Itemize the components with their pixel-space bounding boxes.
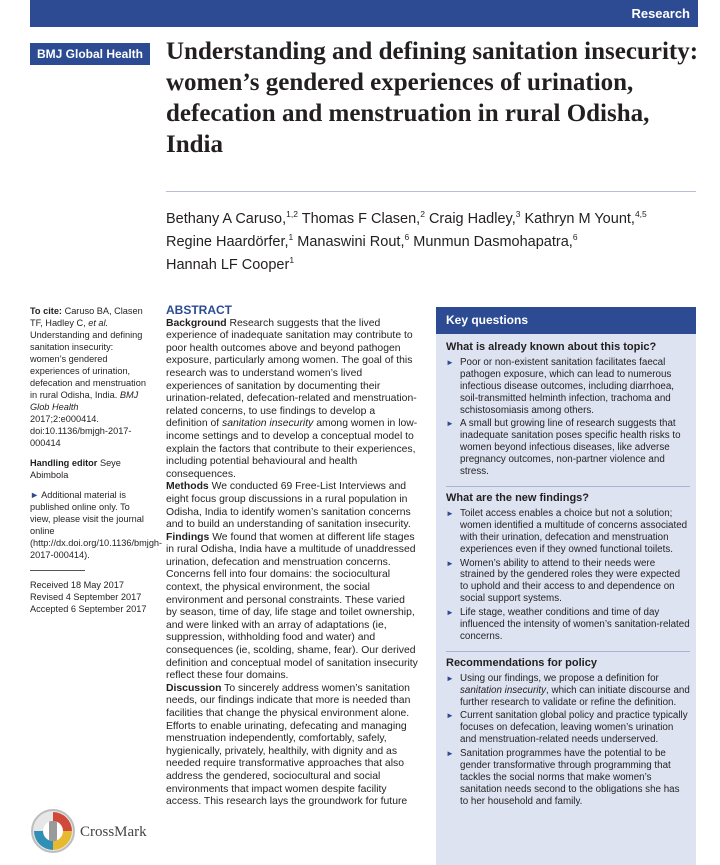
key-questions-panel [436, 307, 696, 865]
revised-date: Revised 4 September 2017 [30, 592, 142, 602]
bullet-triangle-icon: ► [446, 673, 454, 683]
bullet-triangle-icon: ► [446, 711, 454, 721]
received-date: Received 18 May 2017 [30, 580, 124, 590]
list-item-text: Life stage, weather conditions and time of day influenced the intensity of women’s sanitation-related concerns. [460, 607, 690, 642]
list-item-text: Poor or non-existent sanitation facilitates faecal pathogen exposure, which can lead to numerous infectious disease outcomes, including diarrhoea, soil-transmitted helminth infection, trachoma and schistosomiasis among others. [460, 356, 675, 416]
citation-journal: BMJ Glob Health [30, 390, 139, 412]
author-list [166, 205, 696, 273]
list-item [446, 710, 690, 746]
panel-divider [446, 486, 690, 487]
citation-doi[interactable]: 2017;2:e000414. doi:10.1136/bmjgh-2017-000414 [30, 414, 132, 448]
affiliation-marker: 3 [515, 209, 521, 219]
list-item [446, 673, 690, 709]
abstract-discussion [166, 683, 418, 809]
citation-label: To cite: [30, 306, 62, 316]
list-item-text: A small but growing line of research suggests that inadequate sanitation poses specific health risks to women beyond infectious diseases, like adverse pregnancy outcomes, non-partner violence and stress. [460, 418, 681, 478]
affiliation-marker: 1 [288, 231, 294, 242]
list-item-text: Using our findings, we propose a definition for [460, 672, 659, 684]
author[interactable]: Regine Haardörfer, [166, 233, 289, 250]
affiliation-marker: 6 [572, 231, 578, 242]
editor-name: Seye Abimbola [30, 458, 121, 480]
abstract [166, 304, 418, 809]
list-item-text: Current sanitation global policy and practice typically focuses on defecation, leaving women’s urination and menstruation-related needs underserved. [460, 710, 688, 746]
bullet-triangle-icon: ► [446, 608, 454, 618]
handling-editor [30, 457, 150, 481]
author[interactable]: Craig Hadley, [428, 210, 516, 227]
article-title: Understanding and defining sanitation insecurity: women’s gendered experiences of urination, defecation and menstruation in rural Odisha, India [166, 38, 699, 158]
citation [30, 305, 150, 449]
methods-label: Methods [166, 481, 209, 493]
abstract-background [166, 318, 418, 482]
abstract-methods [166, 481, 418, 531]
additional-material-text[interactable]: Additional material is published online only. To view, please visit the journal online (http://dx.doi.org/10.1136/bmjgh-2017-000414). [30, 490, 163, 560]
background-term: sanitation insecurity [222, 418, 314, 430]
abstract-heading: ABSTRACT [166, 303, 232, 317]
methods-text: We conducted 69 Free-List Interviews and eight focus group discussions in a rural population in Odisha, India to identify women’s sanitation concerns and to build an understanding of sanitation insecurity. [166, 481, 411, 531]
new-findings-heading: What are the new findings? [446, 491, 590, 504]
list-item-term: sanitation insecurity [460, 684, 547, 696]
list-item [446, 357, 690, 417]
author[interactable]: Munmun Dasmohapatra, [413, 233, 573, 250]
title-divider [166, 191, 696, 192]
discussion-text: To sincerely address women’s sanitation needs, our findings indicate that more is needed than facilities that change the physical environment alone. Efforts to enable urinating, defecating and managing menstruation independently, comfortably, safely, hygienically, privately, healthily, with dignity and as needed require transformative approaches that also address the gendered, sociocultural and social environments that impact women despite facility access. This research lays the groundwork for future [166, 682, 411, 808]
list-item [446, 558, 690, 606]
background-text: among women in low-income settings and to develop a conceptual model to explain the factors that contribute to their experiences, including potential behavioural and health consequences. [166, 418, 418, 480]
policy-list [446, 673, 690, 808]
author[interactable]: Hannah LF Cooper [166, 256, 290, 273]
background-label: Background [166, 317, 227, 329]
list-item [446, 508, 690, 556]
list-item [446, 418, 690, 478]
section-label: Research [631, 6, 690, 21]
new-findings-list [446, 508, 690, 643]
key-questions-heading: Key questions [436, 307, 696, 334]
list-item-text: Women’s ability to attend to their needs were strained by the gendered roles they were expected to uphold and their access to and dependence on social support systems. [460, 557, 681, 605]
bullet-triangle-icon: ► [446, 558, 454, 568]
citation-text: Understanding and defining sanitation insecurity: women’s gendered experiences of urination, defecation and menstruation in rural Odisha, India. [30, 330, 146, 400]
author[interactable]: Thomas F Clasen, [301, 210, 421, 227]
section-bar [30, 0, 698, 27]
findings-label: Findings [166, 531, 210, 543]
article-sidebar [30, 305, 163, 615]
policy-heading: Recommendations for policy [446, 656, 597, 669]
list-item-text: Toilet access enables a choice but not a solution; women identified a multitude of concerns associated with their urination, defecation and menstruation experiences even if they owned functional toilets. [460, 507, 688, 555]
panel-divider [446, 651, 690, 652]
findings-text: We found that women at different life stages in rural Odisha, India have a multitude of unaddressed urination, defecation and menstruation concerns. Concerns fell into four domains: the sociocultural context, the physical environment, the social environment and personal constraints. These varied by season, time of day, life stage and toilet ownership, and were linked with an array of adaptations (ie, suppression, withholding food and water) and consequences (ie, scolding, shame, fear). Our derived definition and conceptual model of sanitation insecurity reflect these four domains. [166, 531, 418, 682]
known-list [446, 357, 690, 478]
bullet-triangle-icon: ► [446, 419, 454, 429]
list-item [446, 748, 690, 808]
crossmark-label: CrossMark [80, 824, 147, 840]
crossmark-icon [30, 808, 76, 854]
journal-badge: BMJ Global Health [30, 43, 150, 65]
affiliation-marker: 1,2 [286, 209, 298, 219]
background-text: Research suggests that the lived experience of inadequate sanitation may contribute to poor health outcomes above and beyond pathogen exposure, particularly among women. The goal of this research was to understand women’s lived experiences of sanitation by documenting their urination-related, defecation-related and menstruation-related concerns, to use findings to develop a definition of [166, 317, 417, 430]
bullet-triangle-icon: ► [446, 357, 454, 367]
known-heading: What is already known about this topic? [446, 341, 657, 353]
affiliation-marker: 4,5 [634, 209, 647, 219]
crossmark-badge[interactable] [30, 808, 160, 858]
list-item [446, 607, 690, 643]
affiliation-marker: 6 [404, 231, 410, 242]
affiliation-marker: 1 [289, 254, 295, 265]
author[interactable]: Kathryn M Yount, [524, 210, 635, 227]
discussion-label: Discussion [166, 682, 222, 694]
bullet-triangle-icon: ► [446, 508, 454, 518]
citation-text: Caruso BA, Clasen TF, Hadley C, [30, 306, 143, 328]
list-item-text: , which can initiate discourse and further research to validate or refine the definition. [460, 684, 690, 708]
sidebar-divider [30, 570, 85, 571]
author[interactable]: Bethany A Caruso, [166, 210, 287, 227]
author[interactable]: Manaswini Rout, [297, 233, 405, 250]
accepted-date: Accepted 6 September 2017 [30, 604, 147, 614]
list-item-text: Sanitation programmes have the potential to be gender transformative through programming that tackles the social norms that make women’s sanitation needs second to the obligations she has to her household and family. [460, 748, 680, 807]
citation-etal: et al. [88, 318, 109, 328]
affiliation-marker: 2 [420, 209, 425, 219]
additional-material [30, 489, 163, 561]
bullet-triangle-icon: ► [446, 749, 454, 759]
abstract-findings [166, 532, 418, 683]
arrow-right-icon: ► [30, 490, 40, 500]
editor-label: Handling editor [30, 458, 98, 468]
